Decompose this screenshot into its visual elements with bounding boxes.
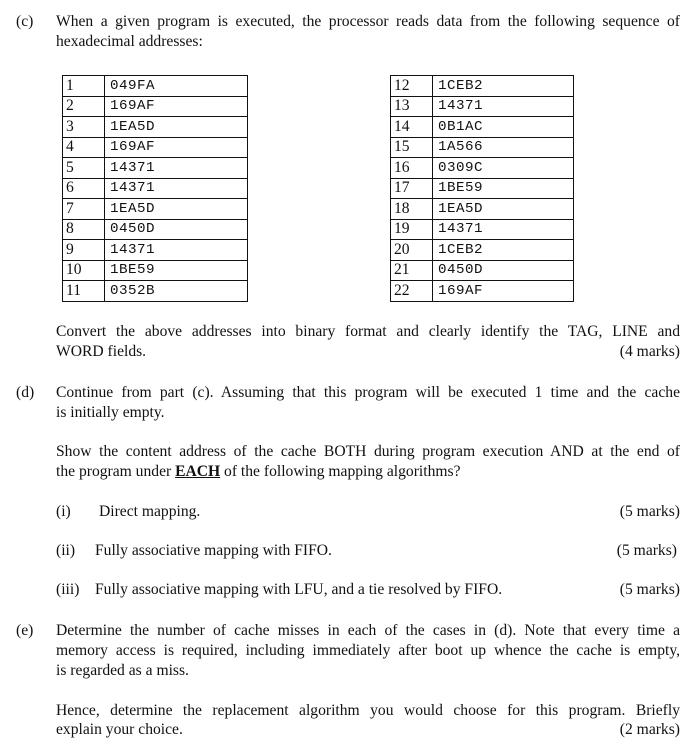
- item-iii-text: Fully associative mapping with LFU, and a tie resolved by FIFO.: [95, 581, 503, 598]
- access-index: 18: [391, 199, 433, 220]
- item-i-text: Direct mapping.: [99, 503, 201, 520]
- address-row: [391, 178, 574, 199]
- access-index: 19: [391, 219, 433, 240]
- item-iii-num: (iii): [56, 581, 80, 598]
- address-row: [391, 96, 574, 117]
- part-e-hence-line2-row: [56, 720, 680, 740]
- access-index: 15: [391, 137, 433, 158]
- address-row: [391, 281, 574, 302]
- part-c-marks: (4 marks): [619, 343, 680, 360]
- hex-address: 0450D: [433, 260, 574, 281]
- part-e-marks: (2 marks): [619, 721, 680, 738]
- access-index: 20: [391, 240, 433, 261]
- address-row: [391, 137, 574, 158]
- access-index: 1: [63, 76, 105, 97]
- item-ii-marks: (5 marks): [616, 542, 677, 559]
- address-row: [391, 219, 574, 240]
- address-row: [63, 76, 248, 97]
- address-row: [63, 260, 248, 281]
- part-e-line2: memory access is required, including immediately after boot up whence the cache is empty,: [56, 642, 680, 659]
- hex-address: 14371: [105, 178, 248, 199]
- part-d-line1: Continue from part (c). Assuming that this program will be executed 1 time and the cache: [56, 384, 680, 401]
- hex-address: 14371: [433, 219, 574, 240]
- hex-address: 169AF: [433, 281, 574, 302]
- hex-address: 1A566: [433, 137, 574, 158]
- access-index: 4: [63, 137, 105, 158]
- part-c-intro: When a given program is executed, the processor reads data from the following sequence of hexadecimal addresses:: [56, 13, 680, 50]
- hex-address: 1CEB2: [433, 76, 574, 97]
- item-iii-marks: (5 marks): [619, 581, 680, 598]
- address-row: [391, 199, 574, 220]
- access-index: 11: [63, 281, 105, 302]
- hex-address: 169AF: [105, 96, 248, 117]
- access-index: 16: [391, 158, 433, 179]
- access-index: 6: [63, 178, 105, 199]
- address-row: [391, 117, 574, 138]
- hex-address: 049FA: [105, 76, 248, 97]
- address-row: [63, 178, 248, 199]
- address-row: [63, 158, 248, 179]
- access-index: 17: [391, 178, 433, 199]
- hex-address: 0450D: [105, 219, 248, 240]
- part-c-convert-line2: WORD fields.: [56, 343, 147, 360]
- part-e-line1: Determine the number of cache misses in each of the cases in (d). Note that every time a: [56, 622, 680, 639]
- item-i-num: (i): [56, 503, 71, 520]
- hex-address: 1CEB2: [433, 240, 574, 261]
- item-ii-num: (ii): [56, 542, 76, 559]
- part-e-hence-line2: explain your choice.: [56, 721, 183, 738]
- address-row: [391, 76, 574, 97]
- part-e-hence-line1: Hence, determine the replacement algorithm you would choose for this program. Briefly: [56, 702, 680, 719]
- part-c-convert-line2-row: [56, 342, 680, 362]
- address-table-left: [62, 75, 248, 302]
- access-index: 5: [63, 158, 105, 179]
- address-table-right: [390, 75, 574, 302]
- address-row: [63, 240, 248, 261]
- address-row: [391, 260, 574, 281]
- access-index: 21: [391, 260, 433, 281]
- item-i-marks: (5 marks): [619, 503, 680, 520]
- access-index: 8: [63, 219, 105, 240]
- show-line2-emphasis: EACH: [175, 463, 221, 480]
- access-index: 13: [391, 96, 433, 117]
- show-line2-pre: the program under: [56, 463, 176, 480]
- address-row: [63, 219, 248, 240]
- address-row: [391, 240, 574, 261]
- address-row: [63, 281, 248, 302]
- item-ii-text: Fully associative mapping with FIFO.: [95, 542, 332, 559]
- hex-address: 0352B: [105, 281, 248, 302]
- access-index: 10: [63, 260, 105, 281]
- hex-address: 14371: [105, 240, 248, 261]
- hex-address: 0B1AC: [433, 117, 574, 138]
- hex-address: 14371: [105, 158, 248, 179]
- access-index: 12: [391, 76, 433, 97]
- address-row: [391, 158, 574, 179]
- access-index: 3: [63, 117, 105, 138]
- hex-address: 1EA5D: [105, 117, 248, 138]
- address-row: [63, 199, 248, 220]
- part-d-label: (d): [16, 384, 35, 401]
- part-e-label: (e): [16, 622, 34, 639]
- part-c-label: (c): [16, 13, 34, 30]
- hex-address: 1BE59: [105, 260, 248, 281]
- part-c-convert-line1: Convert the above addresses into binary format and clearly identify the TAG, LINE and: [56, 323, 680, 340]
- hex-address: 1EA5D: [433, 199, 574, 220]
- part-d-line2: is initially empty.: [56, 404, 165, 421]
- access-index: 14: [391, 117, 433, 138]
- part-e-line3: is regarded as a miss.: [56, 662, 189, 679]
- part-d-show-line2: [56, 462, 680, 482]
- part-d-show-line1: Show the content address of the cache BOTH during program execution AND at the end of: [56, 443, 680, 460]
- show-line2-post: of the following mapping algorithms?: [220, 463, 461, 480]
- hex-address: 0309C: [433, 158, 574, 179]
- hex-address: 1BE59: [433, 178, 574, 199]
- hex-address: 169AF: [105, 137, 248, 158]
- access-index: 2: [63, 96, 105, 117]
- address-row: [63, 117, 248, 138]
- access-index: 9: [63, 240, 105, 261]
- address-row: [63, 96, 248, 117]
- access-index: 22: [391, 281, 433, 302]
- hex-address: 1EA5D: [105, 199, 248, 220]
- access-index: 7: [63, 199, 105, 220]
- hex-address: 14371: [433, 96, 574, 117]
- address-row: [63, 137, 248, 158]
